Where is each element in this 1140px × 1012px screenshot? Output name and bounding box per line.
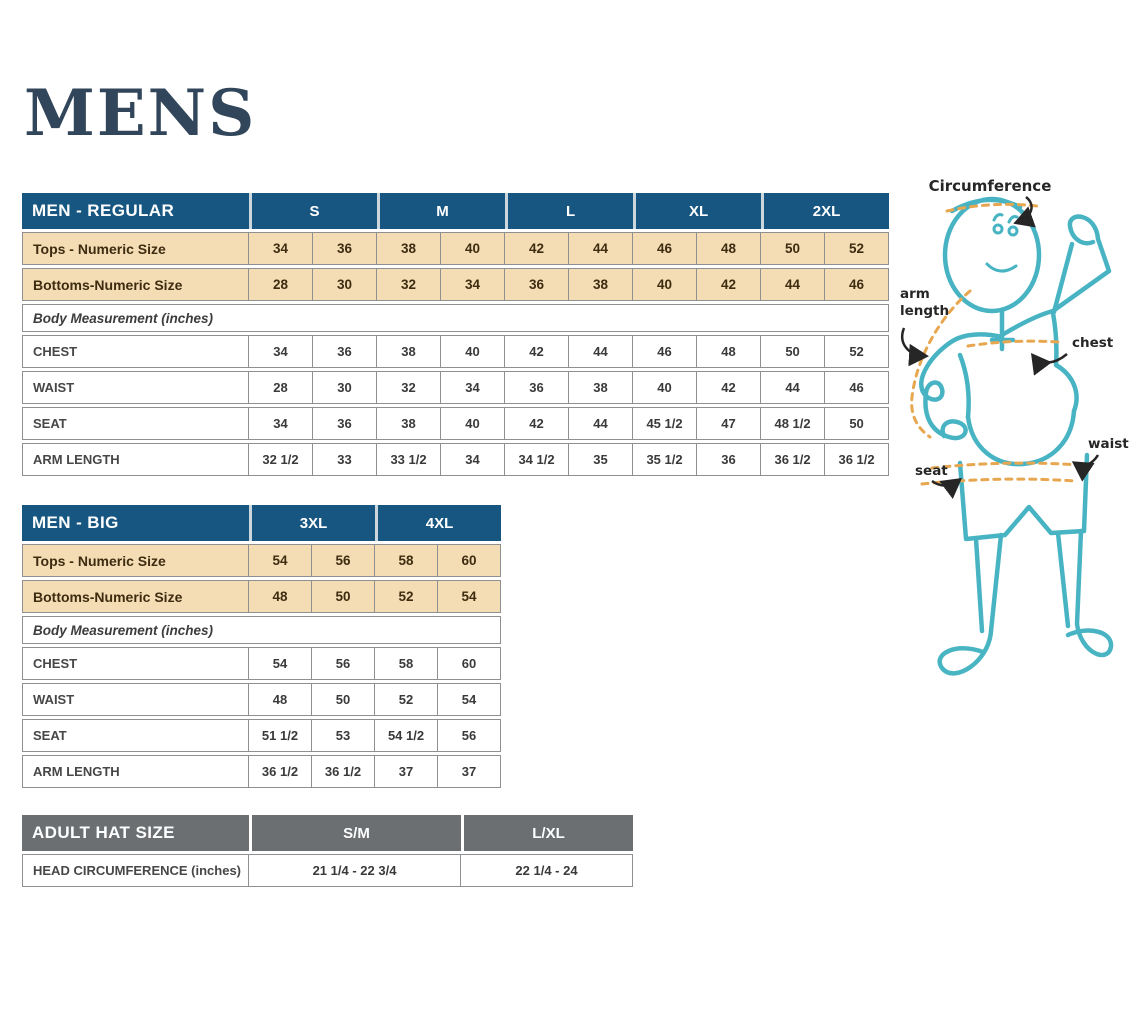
row-label: WAIST: [22, 371, 249, 404]
cell-value: 36 1/2: [312, 755, 375, 788]
cell-value: 40: [633, 371, 697, 404]
cell-value: 34: [249, 335, 313, 368]
cell-value: 44: [761, 268, 825, 301]
table-row: [22, 371, 889, 404]
cell-value: 54: [438, 683, 501, 716]
stick-figure-drawing: [921, 199, 1111, 673]
cell-value: 48: [697, 232, 761, 265]
cell-value: 52: [825, 335, 889, 368]
figure-head: [945, 199, 1039, 311]
cell-value: 36: [313, 232, 377, 265]
cell-value: 34: [249, 407, 313, 440]
cell-value: 50: [761, 335, 825, 368]
cell-value: 33: [313, 443, 377, 476]
cell-value: 36: [313, 407, 377, 440]
cell-value: 42: [505, 232, 569, 265]
cell-value: 48: [249, 580, 312, 613]
table-row: [22, 580, 501, 613]
table-row: [22, 232, 889, 265]
cell-value: 58: [375, 544, 438, 577]
row-label: ARM LENGTH: [22, 443, 249, 476]
cell-value: 46: [825, 371, 889, 404]
table-row: [22, 544, 501, 577]
table-row: [22, 647, 501, 680]
cell-value: 60: [438, 544, 501, 577]
cell-value: 34 1/2: [505, 443, 569, 476]
figure-left-leg: [940, 535, 1001, 673]
cell-value: 35: [569, 443, 633, 476]
header-row: [22, 815, 633, 851]
row-label: SEAT: [22, 407, 249, 440]
cell-value: 42: [505, 407, 569, 440]
cell-value: 40: [441, 407, 505, 440]
row-label: WAIST: [22, 683, 249, 716]
table-row: [22, 854, 633, 887]
figure-hand-on-hip-arm: [921, 334, 1002, 438]
row-label: Tops - Numeric Size: [22, 232, 249, 265]
cell-value: 36 1/2: [249, 755, 312, 788]
seat-dash: [922, 479, 1076, 484]
men-big-size-table: [22, 502, 501, 791]
section-label: Body Measurement (inches): [22, 616, 501, 644]
cell-value: 28: [249, 268, 313, 301]
cell-value: 44: [761, 371, 825, 404]
cell-value: 30: [313, 371, 377, 404]
cell-value: 44: [569, 232, 633, 265]
cell-value: 45 1/2: [633, 407, 697, 440]
cell-value: 48: [249, 683, 312, 716]
cell-value: 35 1/2: [633, 443, 697, 476]
cell-value: 36: [697, 443, 761, 476]
cell-value: 48 1/2: [761, 407, 825, 440]
size-column-header: L/XL: [461, 815, 633, 851]
cell-value: 56: [312, 647, 375, 680]
section-label: Body Measurement (inches): [22, 304, 889, 332]
table-row: [22, 335, 889, 368]
cell-value: 42: [697, 268, 761, 301]
size-column-header: XL: [633, 193, 761, 229]
cell-value: 52: [825, 232, 889, 265]
cell-value: 32: [377, 268, 441, 301]
row-label: CHEST: [22, 647, 249, 680]
cell-value: 60: [438, 647, 501, 680]
cell-value: 34: [441, 268, 505, 301]
figure-shorts: [960, 455, 1087, 539]
size-column-header: L: [505, 193, 633, 229]
size-column-header: M: [377, 193, 505, 229]
cell-value: 54 1/2: [375, 719, 438, 752]
cell-value: 22 1/4 - 24: [461, 854, 633, 887]
cell-value: 46: [633, 335, 697, 368]
chest-label: chest: [1072, 335, 1114, 351]
cell-value: 38: [377, 407, 441, 440]
cell-value: 44: [569, 407, 633, 440]
size-column-header: S/M: [249, 815, 461, 851]
cell-value: 34: [441, 371, 505, 404]
figure-right-shoulder: [1002, 311, 1053, 335]
cell-value: 42: [697, 371, 761, 404]
size-column-header: S: [249, 193, 377, 229]
waist-dash: [932, 463, 1080, 468]
cell-value: 40: [633, 268, 697, 301]
cell-value: 36: [505, 268, 569, 301]
row-label: CHEST: [22, 335, 249, 368]
arm-length-label-line1: arm: [900, 286, 930, 302]
figure-right-leg: [1058, 531, 1111, 655]
cell-value: 46: [825, 268, 889, 301]
row-label: Tops - Numeric Size: [22, 544, 249, 577]
header-row: [22, 505, 501, 541]
cell-value: 50: [825, 407, 889, 440]
cell-value: 53: [312, 719, 375, 752]
header-row: [22, 193, 889, 229]
cell-value: 54: [438, 580, 501, 613]
adult-hat-size-table: [22, 812, 633, 890]
cell-value: 52: [375, 580, 438, 613]
figure-belly: [968, 411, 1074, 464]
cell-value: 37: [375, 755, 438, 788]
row-label: SEAT: [22, 719, 249, 752]
cell-value: 50: [312, 683, 375, 716]
men-regular-size-table: [22, 190, 889, 479]
cell-value: 36 1/2: [761, 443, 825, 476]
table-title: MEN - BIG: [22, 505, 249, 541]
cell-value: 21 1/4 - 22 3/4: [249, 854, 461, 887]
figure-eye-right: [1009, 227, 1017, 235]
cell-value: 54: [249, 647, 312, 680]
cell-value: 38: [569, 268, 633, 301]
circumference-label: Circumference: [928, 177, 1052, 195]
figure-smile: [987, 264, 1016, 271]
cell-value: 33 1/2: [377, 443, 441, 476]
cell-value: 54: [249, 544, 312, 577]
arm-length-arrow: [902, 328, 924, 356]
cell-value: 38: [569, 371, 633, 404]
chest-arrow: [1034, 354, 1067, 363]
cell-value: 58: [375, 647, 438, 680]
figure-flexed-arm: [1053, 217, 1109, 312]
cell-value: 38: [377, 232, 441, 265]
cell-value: 34: [249, 232, 313, 265]
seat-label: seat: [915, 463, 948, 479]
row-label: Bottoms-Numeric Size: [22, 268, 249, 301]
row-label: ARM LENGTH: [22, 755, 249, 788]
section-row: [22, 304, 889, 332]
table-row: [22, 755, 501, 788]
cell-value: 51 1/2: [249, 719, 312, 752]
arm-length-label-line2: length: [900, 303, 950, 319]
cell-value: 32 1/2: [249, 443, 313, 476]
cell-value: 46: [633, 232, 697, 265]
figure-eye-left: [994, 225, 1002, 233]
page-title: MENS: [24, 76, 257, 151]
cell-value: 30: [313, 268, 377, 301]
row-label: HEAD CIRCUMFERENCE (inches): [22, 854, 249, 887]
section-row: [22, 616, 501, 644]
cell-value: 52: [375, 683, 438, 716]
cell-value: 42: [505, 335, 569, 368]
table-row: [22, 443, 889, 476]
cell-value: 48: [697, 335, 761, 368]
cell-value: 50: [761, 232, 825, 265]
table-title: ADULT HAT SIZE: [22, 815, 249, 851]
row-label: Bottoms-Numeric Size: [22, 580, 249, 613]
body-measurement-diagram: [890, 165, 1140, 710]
cell-value: 32: [377, 371, 441, 404]
cell-value: 56: [438, 719, 501, 752]
cell-value: 44: [569, 335, 633, 368]
cell-value: 50: [312, 580, 375, 613]
cell-value: 37: [438, 755, 501, 788]
cell-value: 47: [697, 407, 761, 440]
cell-value: 36: [505, 371, 569, 404]
size-column-header: 4XL: [375, 505, 501, 541]
table-row: [22, 683, 501, 716]
cell-value: 28: [249, 371, 313, 404]
cell-value: 40: [441, 335, 505, 368]
figure-torso-right: [1053, 313, 1077, 411]
cell-value: 38: [377, 335, 441, 368]
cell-value: 36 1/2: [825, 443, 889, 476]
size-column-header: 3XL: [249, 505, 375, 541]
measurement-figure: [890, 165, 1140, 710]
table-row: [22, 407, 889, 440]
cell-value: 40: [441, 232, 505, 265]
cell-value: 34: [441, 443, 505, 476]
table-row: [22, 719, 501, 752]
figure-torso-left: [960, 355, 969, 417]
waist-label: waist: [1088, 436, 1129, 452]
table-row: [22, 268, 889, 301]
table-title: MEN - REGULAR: [22, 193, 249, 229]
cell-value: 56: [312, 544, 375, 577]
figure-eyelash: [994, 215, 1017, 222]
size-column-header: 2XL: [761, 193, 889, 229]
cell-value: 36: [313, 335, 377, 368]
